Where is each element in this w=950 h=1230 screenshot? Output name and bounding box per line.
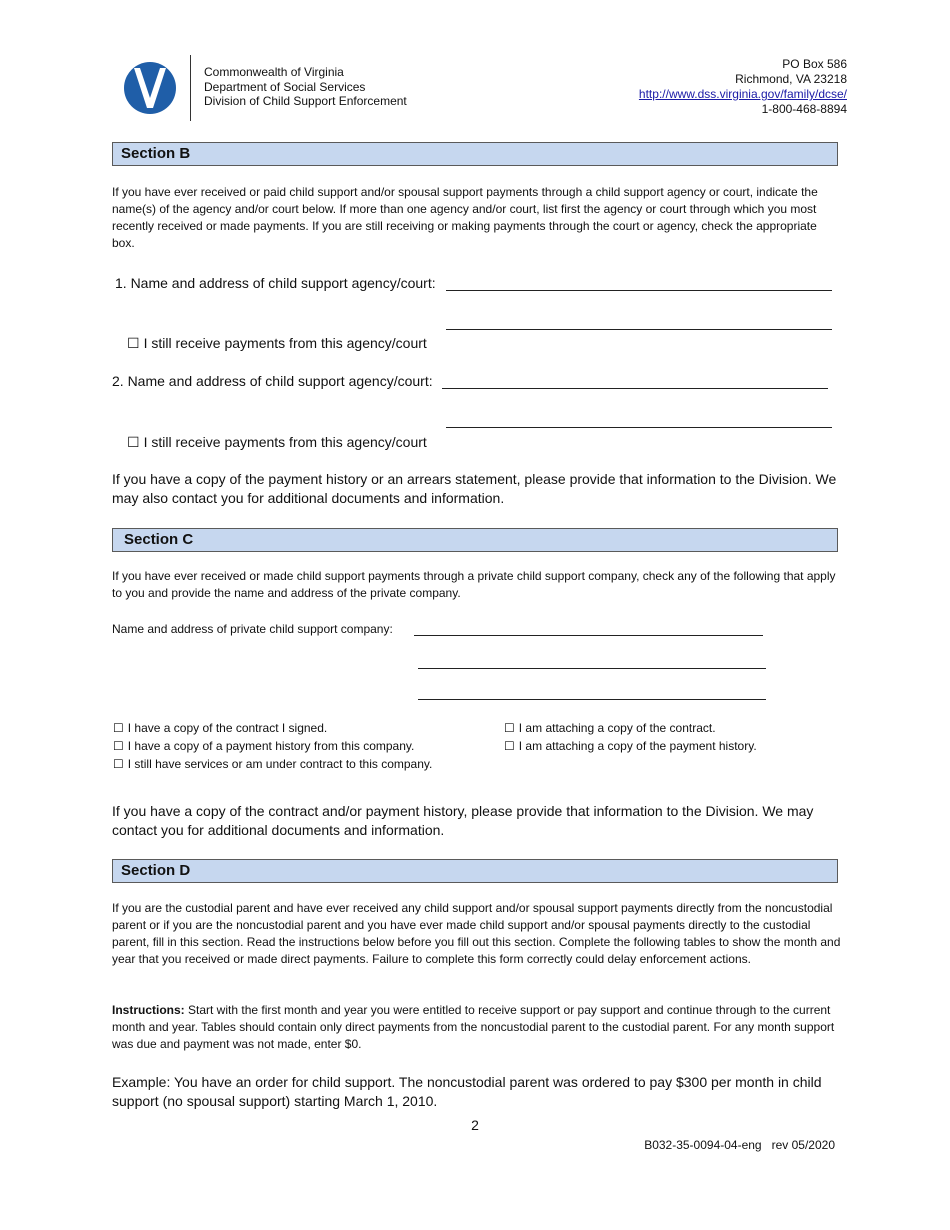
has-payment-history-checkbox[interactable]: [113, 737, 414, 755]
section-d-intro: If you are the custodial parent and have ever received any child support and/or spousal support payments directly from the noncustodial parent or if you are the noncustodial parent and you have ever made child support and/or spousal payments directly to the custodial parent, fill in this section. Read the instructions below before you fill out this section. Complete the following tables to show the month and year that you received or made direct payments. Failure to complete this form correctly could delay enforcement actions.: [112, 901, 841, 966]
checkbox-label: I am attaching a copy of the payment history.: [518, 739, 757, 753]
instructions-text: Start with the first month and year you were entitled to receive support or pay support and continue through to the current month and year. Tables should contain only direct payments from the noncustodial parent to the custodial parent. For any month support was due and payment was not made, enter $0.: [112, 1003, 835, 1051]
agency1-still-receiving-checkbox[interactable]: [127, 334, 427, 353]
checkbox-icon: ☐: [504, 721, 515, 735]
checkbox-icon: ☐: [127, 435, 140, 451]
phone-number: 1-800-468-8894: [761, 102, 847, 116]
checkbox-label: I have a copy of the contract I signed.: [127, 721, 328, 735]
section-c-title: Section C: [124, 531, 194, 548]
contact-block: [639, 57, 847, 117]
company-label: Name and address of private child support company:: [112, 622, 393, 636]
checkbox-label: I still receive payments from this agency/court: [143, 335, 427, 351]
attaching-contract-checkbox[interactable]: [504, 719, 716, 737]
vdss-logo: [120, 58, 180, 118]
agency2-address-line[interactable]: [446, 427, 832, 428]
section-d-header: [112, 859, 838, 883]
page-number: 2: [471, 1117, 479, 1133]
agency-line: Commonwealth of Virginia: [204, 65, 344, 79]
agency2-name-line[interactable]: [442, 388, 828, 389]
section-d-title: Section D: [121, 862, 191, 879]
has-contract-checkbox[interactable]: [113, 719, 327, 737]
section-d-example: Example: You have an order for child support. The noncustodial parent was ordered to pay $300 per month in child support (no spousal support) starting March 1, 2010.: [112, 1074, 822, 1109]
agency2-still-receiving-checkbox[interactable]: [127, 433, 427, 452]
checkbox-icon: ☐: [113, 739, 124, 753]
section-b-header: [112, 142, 838, 166]
section-b-closing: If you have a copy of the payment history or an arrears statement, please provide that information to the Division. We may also contact you for additional documents and information.: [112, 471, 837, 506]
form-code: B032-35-0094-04-eng rev 05/2020: [644, 1138, 835, 1152]
attaching-history-checkbox[interactable]: [504, 737, 757, 755]
section-b-intro: If you have ever received or paid child support and/or spousal support payments through a child support agency or court, indicate the name(s) of the agency and/or court below. If more than one agency and/or court, list first the agency or court through which you most recently received or made payments. If you are still receiving or making payments through the court or agency, check the appropriate box.: [112, 185, 818, 250]
checkbox-label: I am attaching a copy of the contract.: [518, 721, 716, 735]
section-d-instructions: [112, 1002, 842, 1053]
checkbox-icon: ☐: [113, 757, 124, 771]
section-c-header: [112, 528, 838, 552]
agency1-name-line[interactable]: [446, 290, 832, 291]
agency-line: Division of Child Support Enforcement: [204, 94, 407, 108]
section-c-intro: If you have ever received or made child support payments through a private child support company, check any of the following that apply to you and provide the name and address of the private company.: [112, 569, 836, 600]
checkbox-icon: ☐: [504, 739, 515, 753]
checkbox-icon: ☐: [127, 336, 140, 352]
agency1-label: 1. Name and address of child support agency/court:: [115, 275, 436, 291]
checkbox-icon: ☐: [113, 721, 124, 735]
agency1-address-line[interactable]: [446, 329, 832, 330]
agency-line: Department of Social Services: [204, 79, 366, 94]
po-box: PO Box 586: [782, 57, 847, 71]
header-divider: [190, 55, 191, 121]
checkbox-label: I have a copy of a payment history from this company.: [127, 739, 415, 753]
instructions-label: Instructions:: [112, 1003, 185, 1017]
company-address-line-2[interactable]: [418, 699, 766, 700]
checkbox-label: I still receive payments from this agency/court: [143, 434, 427, 450]
agency-name-block: [204, 65, 407, 109]
company-address-line-1[interactable]: [418, 668, 766, 669]
under-contract-checkbox[interactable]: [113, 755, 432, 773]
checkbox-label: I still have services or am under contract to this company.: [127, 757, 433, 771]
city-state-zip: Richmond, VA 23218: [735, 72, 847, 86]
website-link[interactable]: http://www.dss.virginia.gov/family/dcse/: [638, 87, 847, 101]
section-c-closing: If you have a copy of the contract and/or payment history, please provide that information to the Division. We may contact you for additional documents and information.: [112, 803, 814, 838]
agency2-label: 2. Name and address of child support agency/court:: [112, 373, 433, 389]
company-name-line[interactable]: [414, 635, 763, 636]
section-b-title: Section B: [121, 145, 191, 162]
